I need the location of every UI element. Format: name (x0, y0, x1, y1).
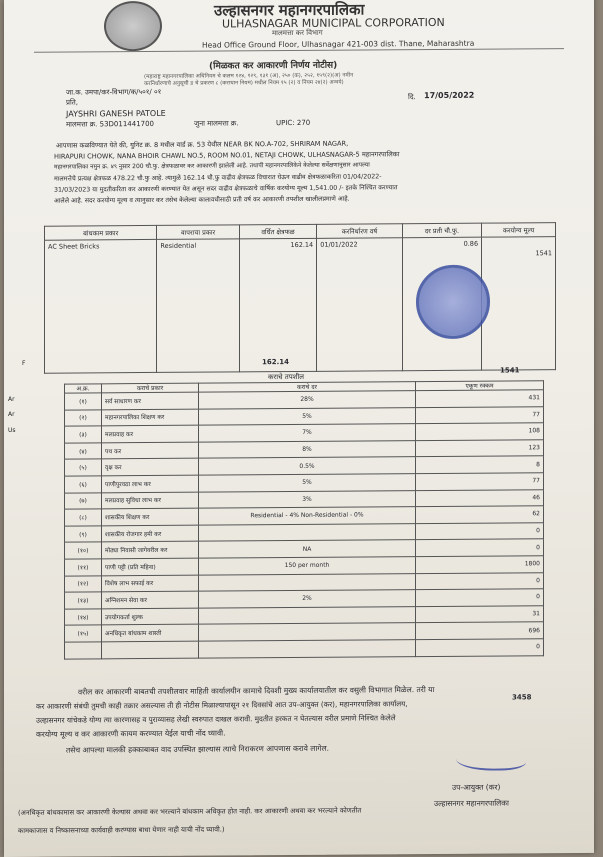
tax-type: पाणी पट्टी (प्रति महिना) (102, 558, 199, 575)
tax-amount: 108 (416, 423, 544, 440)
col-tax-type: कराचे प्रकार (102, 383, 199, 393)
tax-type: मलप्रवाह कर (102, 425, 199, 442)
signatory-title: उप-आयुक्त (कर) (452, 782, 501, 792)
footer-line-3: उल्हासनगर यांचेकडे योग्य त्या कारणासह व पुराव्यासह लेखी स्वरुपात दाखल करावी. मुदतीत हरकत न घेतल्यास वरील प्रमाणे निश्चित केलेले (36, 713, 396, 725)
col-construction-type: बांधकाम प्रकार (45, 225, 157, 240)
tax-rate (199, 523, 416, 541)
tax-sr-no (65, 642, 102, 659)
margin-mark-4: F (22, 360, 26, 367)
tax-amount: 431 (416, 390, 544, 407)
note-line-1: (अनधिकृत बांधकामास कर आकारणी केल्यास अथवा कर भरल्याने बांधकाम अधिकृत होत नाही. कर आकारणी अथवा कर भरल्याने कोणतीत (18, 806, 362, 817)
tax-table-caption: कराचे तपशील (268, 372, 305, 382)
tax-sr-no: (५) (65, 459, 102, 476)
tax-amount: 46 (416, 489, 544, 506)
body-line-1: आपणास कळविण्यात येते की, युनिट क्र. 8 मधील वार्ड क्र. 53 येथील NEAR BK NO.A-702, SHRIRAM NAGAR, (56, 139, 349, 150)
col-tax-rate: कराचे दर (199, 382, 416, 393)
department: मालमत्ता कर विभाग (272, 28, 323, 38)
tax-row (65, 639, 544, 659)
tax-sr-no: (१३) (65, 592, 102, 609)
upic: UPIC: 270 (276, 118, 311, 128)
prati-label: प्रति, (66, 98, 79, 107)
col-rate: दर प्रती चौ.फु. (402, 223, 481, 238)
margin-mark-3: Us (8, 427, 16, 434)
tax-type: पथ कर (102, 442, 199, 459)
tax-sr-no: (२) (65, 409, 102, 426)
act-line-1: (महाराष्ट्र महानगरपालिका अधिनियम चे कलम १२४, १२९, १३१ (अ), २५० (क), २५२, १५९(२)(अ) नमीन (144, 72, 354, 81)
tax-amount: 696 (416, 622, 544, 639)
owner-name: JAYSHRI GANESH PATOLE (66, 108, 166, 119)
tax-amount: 77 (416, 406, 544, 423)
signatory-org: उल्हासनगर महानगरपालिका (434, 798, 509, 808)
signature (456, 748, 526, 770)
col-added-area: वर्धित क्षेत्रफळ (239, 224, 316, 239)
tax-type: उपयोगकर्ता शुल्क (102, 608, 199, 625)
tax-sr-no: (९) (65, 526, 102, 543)
tax-sr-no: (१) (65, 393, 102, 410)
tax-rate (199, 623, 416, 641)
rate-per-sqft: 0.86 (402, 237, 481, 371)
tax-details-table (64, 380, 544, 659)
tax-amount: 62 (416, 506, 544, 523)
tax-type: महानगरपालिका शिक्षण कर (102, 409, 199, 426)
old-property-label: जुना मालमत्ता क्र. (194, 119, 239, 128)
tax-sr-no: (१०) (65, 542, 102, 559)
tax-type: अग्निशमन सेवा कर (102, 591, 199, 608)
tax-rate: NA (199, 540, 416, 558)
tax-type: मोठ्या निवासी जागेवरील कर (102, 541, 199, 558)
tax-sr-no: (१२) (65, 575, 102, 592)
tax-sr-no: (४) (65, 443, 102, 460)
margin-mark-1: Ar (8, 396, 15, 403)
corp-title-english: ULHASNAGAR MUNICIPAL CORPORATION (222, 15, 445, 31)
body-line-2: HIRAPURI CHOWK, NANA BHOIR CHAWL NO.5, ROOM NO.01, NETAJI CHOWK, ULHASNAGAR-5 महानगरपालिका (54, 150, 400, 161)
notice-title: (मिळकत कर आकारणी निर्णय नोटीस) (209, 60, 338, 72)
tax-rate: 5% (199, 407, 416, 425)
tax-rate (199, 606, 416, 624)
tax-type: विशेष लाभ सफाई कर (102, 575, 199, 592)
tax-sr-no: (१५) (65, 625, 102, 642)
corp-title-marathi: उल्हासनगर महानगरपालिका (214, 0, 365, 20)
tax-amount: 1800 (416, 556, 544, 573)
tax-type: सर्व साधारण कर (102, 392, 199, 409)
tax-sr-no: (७) (65, 492, 102, 509)
tax-sr-no: (३) (65, 426, 102, 443)
body-line-5: 31/03/2023 या मुदतीकरिता कर आकारणी करण्यात येत असून सदर वाढीव क्षेत्रफळाचे वार्षिक करयोग्य मूल्य 1,541.00 /- इतके निश्चित करण्यात (54, 184, 398, 194)
col-sr-no: अ.क्र. (65, 384, 102, 393)
tax-amount: 0 (416, 589, 544, 606)
col-taxable-value: करयोग्य मूल्य (482, 223, 556, 238)
tax-amount: 0 (416, 539, 544, 556)
date-label: दि. (408, 93, 416, 102)
notice-paper (4, 0, 594, 857)
total-area: 162.14 (262, 358, 290, 367)
official-seal-icon (416, 265, 490, 340)
body-line-3: महानगरपालिका नमुन क्र. ४९ नुसार 200 चौ.फु. क्षेत्रफळावर कर आकारणी झालेली आहे. तथापी महानगरपालिकेने केलेल्या सर्वेक्षणानुसार आपल्या (54, 161, 370, 171)
body-line-4: मालमत्तेचे प्रत्यक्ष क्षेत्रफळ 478.22 चौ.फु आहे. त्यामुळे 162.14 चौ.फु वाढीव क्षेत्रफळ विचारात घेऊन वाढीव क्षेत्रफळाकरिता 01/04/2022- (54, 173, 382, 183)
footer-line-5: तसेच आपल्या मालकी हक्काबाबत वाद उपस्थित झाल्यास त्याचे निराकरण आपणास करावे लागेल. (66, 743, 330, 755)
tax-amount: 123 (416, 440, 544, 457)
tax-rate: 3% (199, 490, 416, 508)
tax-sr-no: (६) (65, 476, 102, 493)
col-assessment-year: करनिर्धारण वर्ष (317, 224, 403, 239)
assessment-year: 01/01/2022 (317, 238, 403, 372)
margin-mark-2: Ar (8, 411, 15, 418)
tax-type: पाणीपुरवठा लाभ कर (102, 475, 199, 492)
municipal-emblem-icon (104, 1, 162, 51)
tax-sr-no: (११) (65, 559, 102, 576)
footer-line-1: वरील कर आकारणी बाबतची तपशीलवार माहिती कार्यालयीन कामाचे दिवशी मुख्य कार्यालयातील कर वसुली विभागात मिळेल. तरी या (78, 684, 435, 697)
tax-rate (199, 640, 416, 658)
usage-type: Residential (157, 239, 239, 373)
added-area: 162.14 (239, 238, 316, 372)
tax-amount: 77 (416, 473, 544, 490)
tax-rate: Residential - 4% Non-Residential - 0% (199, 507, 416, 525)
tax-rate: 8% (199, 440, 416, 458)
tax-type: मलप्रवाह सुविधा लाभ कर (102, 492, 199, 509)
total-taxable-value: 1541 (500, 366, 520, 375)
col-total-amount: एकूण रक्कम (416, 381, 544, 391)
tax-rate: 0.5% (199, 457, 416, 475)
tax-type (102, 641, 199, 658)
col-usage-type: वापराचा प्रकार (157, 225, 239, 240)
tax-rate: 150 per month (199, 557, 416, 575)
tax-rate: 28% (199, 391, 416, 409)
note-line-2: कामकाजास व निष्कासनाच्या कार्यवाही करण्यास बाधा येणार नाही याची नोंद घ्यावी.) (18, 825, 225, 835)
tax-rate: 2% (199, 590, 416, 608)
tax-amount: 8 (416, 456, 544, 473)
tax-amount: 0 (416, 639, 544, 656)
taxable-value: 1541 (482, 237, 556, 371)
tax-type: अनधिकृत बांधकाम शास्ती (102, 624, 199, 641)
tax-rate: 5% (199, 474, 416, 492)
tax-sr-no: (१४) (65, 609, 102, 626)
tax-sr-no: (८) (65, 509, 102, 526)
tax-amount: 0 (416, 522, 544, 539)
construction-type: AC Sheet Bricks (45, 239, 157, 373)
property-number: मालमत्ता क्र. 53D011441700 (66, 119, 155, 129)
date-value: 17/05/2022 (424, 90, 475, 101)
reference-number: जा.क. उमपा/कर-विभाग/क/५०१/ ०१ (66, 87, 162, 97)
head-office-address: Head Office Ground Floor, Ulhasnagar 421-003 dist. Thane, Maharashtra (202, 38, 475, 50)
tax-grand-total: 3458 (512, 693, 532, 702)
body-line-6: आलेले आहे. सदर करयोग्य मूल्य व त्यानुसार कर तसेच केलेल्या कालावधीसाठी प्रती वर्ष कर आकारणी तपशील खालीलप्रमाणे आहे. (54, 195, 350, 205)
tax-rate: 7% (199, 424, 416, 442)
act-line-2: करनिर्धारणाचे अनुसूची ड चे प्रकरण ८ (कराधान नियम) मधील नियम १५ (२) व नियम २४(२) अन्वये) (144, 79, 344, 88)
tax-amount: 31 (416, 605, 544, 622)
tax-type: शासकीय शिक्षण कर (102, 508, 199, 525)
footer-line-2: कर आकारणी संबंधी तुमची काही तक्रार असल्यास ती ही नोटीस मिळाल्यापासून २१ दिवसांचे आत उप-आयुक्त (कर), महानगरपालिका कार्यालय, (36, 699, 408, 711)
tax-type: शासकीय रोजगार हमी कर (102, 525, 199, 542)
tax-type: वृक्ष कर (102, 459, 199, 476)
tax-rate (199, 573, 416, 591)
tax-amount: 0 (416, 572, 544, 589)
footer-line-4: करयोग्य मूल्य व कर आकारणी कायम करण्यात येईल याची नोंद घ्यावी. (36, 728, 226, 739)
